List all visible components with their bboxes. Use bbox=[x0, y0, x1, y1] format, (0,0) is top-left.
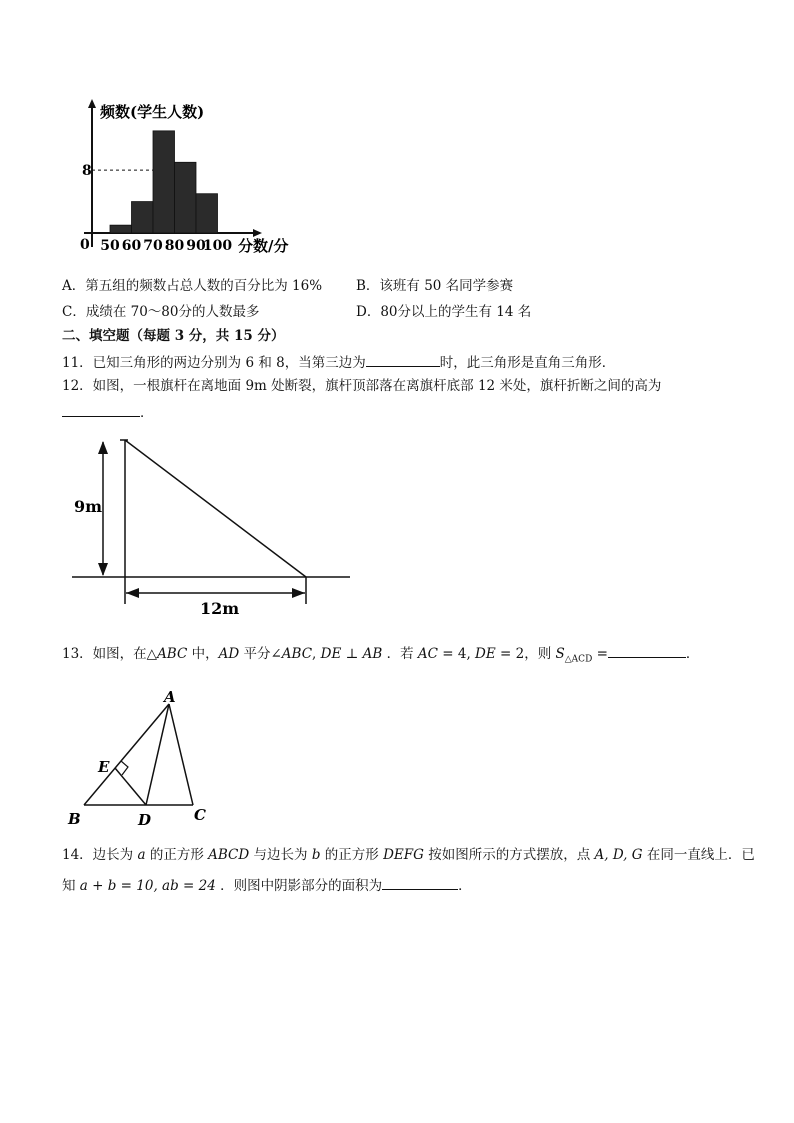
x-tick-90: 90 bbox=[186, 238, 206, 254]
q13-eq-3: = bbox=[592, 646, 608, 662]
question-11 bbox=[62, 352, 615, 373]
q14-equations: a + b = 10, ab = 24 bbox=[79, 878, 216, 894]
base-arrow-left bbox=[126, 588, 139, 598]
q13-text-2: 中， bbox=[187, 646, 219, 662]
q14-b: b bbox=[311, 847, 321, 863]
x-tick-labels bbox=[100, 238, 232, 254]
label-a: A bbox=[164, 688, 176, 706]
bar-80-90 bbox=[175, 162, 197, 233]
q12-text-end: ． bbox=[140, 405, 154, 421]
y-axis-arrow bbox=[88, 99, 96, 108]
q14-abcd: ABCD bbox=[208, 847, 250, 863]
side-ac bbox=[169, 704, 193, 805]
base-label: 12m bbox=[200, 599, 240, 618]
q13-eq-2: = 2 bbox=[495, 646, 525, 662]
x-tick-50: 50 bbox=[100, 238, 120, 254]
histogram-chart bbox=[70, 95, 310, 260]
q13-eq-1: = 4, bbox=[437, 646, 476, 662]
section-2-title: 二、填空题（每题 3 分，共 15 分） bbox=[62, 328, 285, 344]
q14-text-5: 按如图所示的方式摆放，点 bbox=[423, 847, 595, 863]
question-14-line-2 bbox=[62, 875, 472, 896]
q12-answer-blank[interactable] bbox=[62, 402, 140, 417]
q13-de-2: DE bbox=[475, 646, 496, 662]
x-axis-arrow bbox=[253, 229, 262, 237]
bar-70-80 bbox=[153, 131, 175, 233]
question-13 bbox=[62, 643, 699, 670]
q13-perp: ⊥ bbox=[341, 646, 363, 662]
histogram-bars bbox=[110, 131, 218, 233]
q10-option-b: B．该班有 50 名同学参赛 bbox=[356, 278, 514, 294]
q14-adg: A, D, G bbox=[594, 847, 643, 863]
q14-text-end: ． bbox=[458, 878, 472, 894]
x-axis-title: 分数/分 bbox=[238, 237, 289, 255]
reference-label: 8 bbox=[82, 163, 92, 180]
height-arrow-bottom bbox=[98, 563, 108, 576]
origin-label: 0 bbox=[80, 237, 90, 253]
q13-s: S bbox=[555, 646, 565, 662]
label-c: C bbox=[194, 806, 206, 824]
bar-90-100 bbox=[196, 194, 218, 233]
q13-text-end: ． bbox=[685, 646, 700, 662]
q14-a: a bbox=[137, 847, 146, 863]
q13-text-3: 平分∠ bbox=[239, 646, 282, 662]
label-d: D bbox=[138, 811, 152, 829]
q13-sep: , bbox=[312, 646, 321, 662]
q13-abc: ABC bbox=[157, 646, 188, 662]
q13-ac: AC bbox=[417, 646, 438, 662]
q14-answer-blank[interactable] bbox=[382, 875, 458, 890]
x-tick-70: 70 bbox=[143, 238, 163, 254]
right-angle-mark bbox=[121, 761, 128, 775]
q13-sub: △ACD bbox=[564, 654, 593, 665]
q12-answer-line bbox=[62, 402, 154, 423]
q10-option-c: C．成绩在 70～80分的人数最多 bbox=[62, 304, 260, 320]
segment-de bbox=[115, 768, 146, 805]
q13-de: DE bbox=[320, 646, 342, 662]
label-e: E bbox=[98, 758, 110, 776]
bar-60-70 bbox=[132, 202, 154, 233]
height-arrow-top bbox=[98, 441, 108, 454]
side-ba bbox=[84, 704, 169, 805]
triangle-figure bbox=[62, 686, 222, 831]
y-axis-title: 频数(学生人数) bbox=[100, 103, 205, 121]
x-tick-60: 60 bbox=[121, 238, 142, 254]
x-tick-100: 100 bbox=[202, 238, 233, 254]
q14-text-6: 在同一直线上．已 bbox=[642, 847, 755, 863]
q11-text-end: 时，此三角形是直角三角形． bbox=[439, 355, 616, 371]
x-tick-80: 80 bbox=[164, 238, 185, 254]
label-b: B bbox=[68, 810, 81, 828]
q13-text-5: ，则 bbox=[524, 646, 556, 662]
q14-text-4: 的正方形 bbox=[320, 847, 384, 863]
bar-50-60 bbox=[110, 225, 132, 233]
q14-defg: DEFG bbox=[383, 847, 424, 863]
q13-ab: AB bbox=[362, 646, 383, 662]
segment-ad bbox=[146, 704, 169, 805]
question-14-line-1 bbox=[62, 845, 755, 865]
q10-option-d: D．80分以上的学生有 14 名 bbox=[356, 304, 532, 320]
q14-text-3: 与边长为 bbox=[249, 847, 312, 863]
q13-abc-2: ABC bbox=[281, 646, 313, 662]
q14-text-2: 的正方形 bbox=[145, 847, 209, 863]
question-12: 12．如图，一根旗杆在离地面 9m 处断裂，旗杆顶部落在离旗杆底部 12 米处，旗杆折断之间的高为 bbox=[62, 378, 662, 394]
height-label: 9m bbox=[74, 497, 103, 516]
q13-text-1: 13．如图，在△ bbox=[62, 646, 158, 662]
q13-text-4: ．若 bbox=[382, 646, 418, 662]
broken-top bbox=[125, 440, 306, 577]
q11-answer-blank[interactable] bbox=[366, 352, 440, 367]
q14-text-1: 14．边长为 bbox=[62, 847, 138, 863]
base-arrow-right bbox=[292, 588, 305, 598]
q14-text-7: 知 bbox=[62, 878, 80, 894]
q13-answer-blank[interactable] bbox=[608, 643, 686, 658]
q13-ad: AD bbox=[218, 646, 240, 662]
q10-option-a: A．第五组的频数占总人数的百分比为 16% bbox=[62, 278, 323, 294]
q14-text-8: ．则图中阴影部分的面积为 bbox=[215, 878, 383, 894]
q11-text: 11．已知三角形的两边分别为 6 和 8，当第三边为 bbox=[62, 355, 366, 371]
flagpole-figure bbox=[60, 432, 360, 622]
